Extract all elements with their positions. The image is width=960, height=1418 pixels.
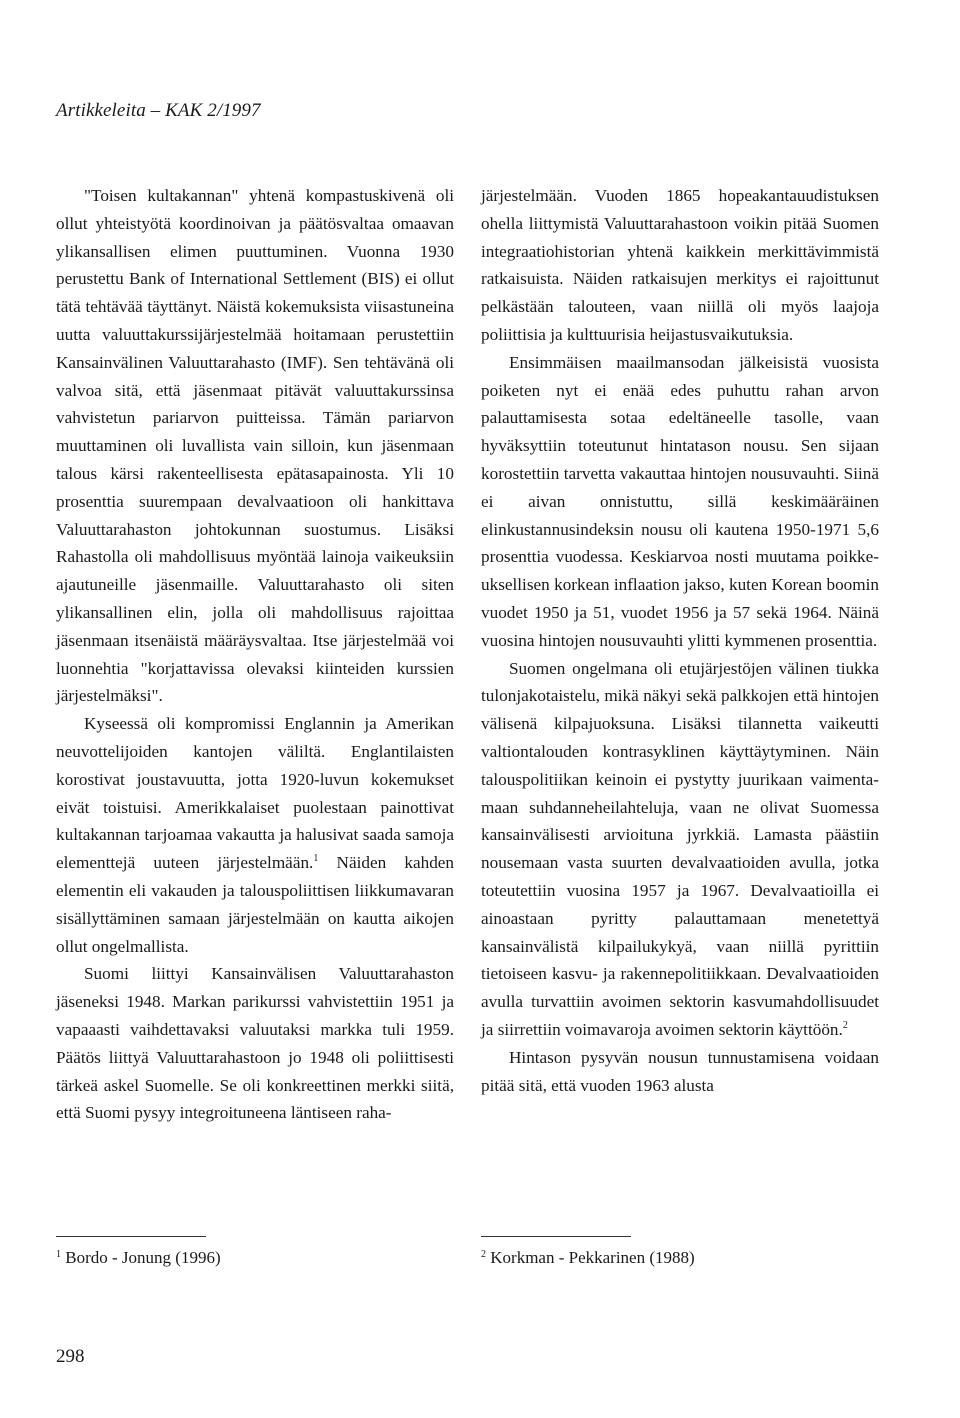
right-column: [481, 182, 879, 1099]
paragraph: järjestelmään. Vuoden 1865 hopeakantauudistuksen ohella liittymistä Valuuttarahastoon voikin pitää Suomen integraatiohistorian yhtenä kaikkein merkittävimmistä ratkaisuista. Näiden ratkaisujen merkitys ei rajoittunut pelkästään talouteen, vaan niillä oli myös laajoja poliittisia ja kulttuurisia heijastusvaikutuksia.: [481, 186, 879, 344]
left-column: [56, 182, 454, 1127]
paragraph: Suomi liittyi Kansainvälisen Valuuttarahaston jäseneksi 1948. Markan parikurssi vahvistettiin 1951 ja vapaaasti vaihdettavaksi valuutaksi markka tuli 1959. Päätös liittyä Valuuttarahastoon jo 1948 oli poliittisesti tärkeä askel Suomelle. Se oli konkreettinen merkki siitä, että Suomi pysyy integroituneena läntiseen raha-: [56, 964, 454, 1123]
footnote-text: Bordo - Jonung (1996): [61, 1248, 221, 1267]
paragraph: [481, 655, 879, 1044]
paragraph-text: Kyseessä oli kompromissi Englannin ja Amerikan neuvottelijoiden kantojen väliltä. Englantilaisten korostivat joustavuutta, jotta 1920-luvun kokemukset eivät toistuisi. Amerikkalaiset puolestaan painottivat kultakannan tarjoamaa vakautta ja halusivat saada samoja elementtejä uuteen järjestelmään.: [56, 714, 454, 873]
footnote-mark: 2: [481, 1249, 486, 1260]
footnote-rule: [481, 1236, 631, 1237]
paragraph: "Toisen kultakannan" yhtenä kompastuskivenä oli ollut yhteistyötä koordinoivan ja päätösvaltaa omaavan ylikansallisen elimen puuttuminen. Vuonna 1930 perustettu Bank of International Settlement (BIS) ei ollut tätä tehtävää täyttänyt. Näistä kokemuksista viisastuneina uutta valuuttakurssijärjestelmää hoitamaan perustettiin Kansainvälinen Valuuttarahasto (IMF). Sen tehtävänä oli valvoa sitä, että jäsenmaat pitävät valuuttakurssinsa vahvistetun pariarvon puitteissa. Tämän pariarvon muuttaminen oli luvallista vain silloin, kun jäsenmaan talous kärsi rakenteellisesta epätasapainosta. Yli 10 prosenttia suurempaan devalvaatioon oli hankittava Valuuttarahaston johtokunnan suostumus. Lisäksi Rahastolla oli mahdollisuus myöntää lainoja vaikeuksiin ajautuneille jäsenmaille. Valuuttarahasto oli siten ylikansallinen elin, jolla oli mahdollisuus rajoittaa jäsenmaan itsenäistä määräysvaltaa. Itse järjestelmää voi luonnehtia "korjattavissa olevaksi kiinteiden kurssien järjestelmäksi".: [56, 186, 454, 706]
running-header: Artikkeleita – KAK 2/1997: [56, 100, 261, 121]
paragraph: Ensimmäisen maailmansodan jälkeisistä vuosista poiketen nyt ei enää edes puhuttu rahan arvon palauttamisesta sotaa edeltäneelle tasolle, vaan hyväksyttiin toteutunut hintatason nousu. Sen sijaan korostettiin tarvetta vakauttaa hintojen nousuvauhti. Siinä ei aivan onnistuttu, sillä keskimääräinen elinkustannusindeksin nousu oli kautena 1950-1971 5,6 prosenttia vuodessa. Keskiarvoa nosti muutama poikkeuksellisen korkean inflaation jakso, kuten Korean boomin vuodet 1950 ja 51, vuodet 1956 ja 57 sekä 1964. Näinä vuosina hintojen nousuvauhti ylitti kymmenen prosenttia.: [481, 352, 879, 650]
paragraph: Hintason pysyvän nousun tunnustamisena voidaan pitää sitä, että vuoden 1963 alusta: [481, 1047, 879, 1095]
paragraph-text: Näiden kahden elementin eli vakauden ja talouspoliittisen liikkumavaran sisällyttäminen samaan järjestelmään on kautta aikojen ollut ongelmallista.: [56, 853, 455, 956]
footnote-ref: 2: [842, 1019, 848, 1031]
paragraph: [56, 710, 454, 960]
paragraph-text: Suomen ongelmana oli etujärjestöjen välinen tiukka tulonjakotaistelu, mikä näkyi sekä palkkojen että hintojen välisenä kilpajuoksuna. Lisäksi tilannetta vaikeutti valtiontalouden kontrasyklinen käyttäytyminen. Näin talouspolitiikan keinoin ei pystytty juurikaan vaimentamaan suhdanneheilahteluja, vaan ne olivat Suomessa kansainvälisesti arvioituna jyrkkiä. Lamasta päästiin nousemaan vasta suurten devalvaatioiden avulla, jotka toteutettiin vuosina 1957 ja 1967. Devalvaatioilla ei ainoastaan pyritty palauttamaan menetettyä kansainvälistä kilpailukykyä, vaan niillä pyrittiin tietoiseen kasvu- ja rakennepolitiikkaan. Devalvaatioiden avulla turvattiin avoimen sektorin kasvumahdollisuudet ja siirrettiin voimavaroja avoimen sektorin käyttöön.: [481, 658, 879, 1039]
footnote-rule: [56, 1236, 206, 1237]
footnote-mark: 1: [56, 1249, 61, 1260]
footnote-text: Korkman - Pekkarinen (1988): [486, 1248, 695, 1267]
footnote-2: [481, 1248, 695, 1268]
footnote-1: [56, 1248, 221, 1268]
footnote-ref: 1: [313, 853, 319, 865]
page-number: 298: [56, 1346, 85, 1367]
